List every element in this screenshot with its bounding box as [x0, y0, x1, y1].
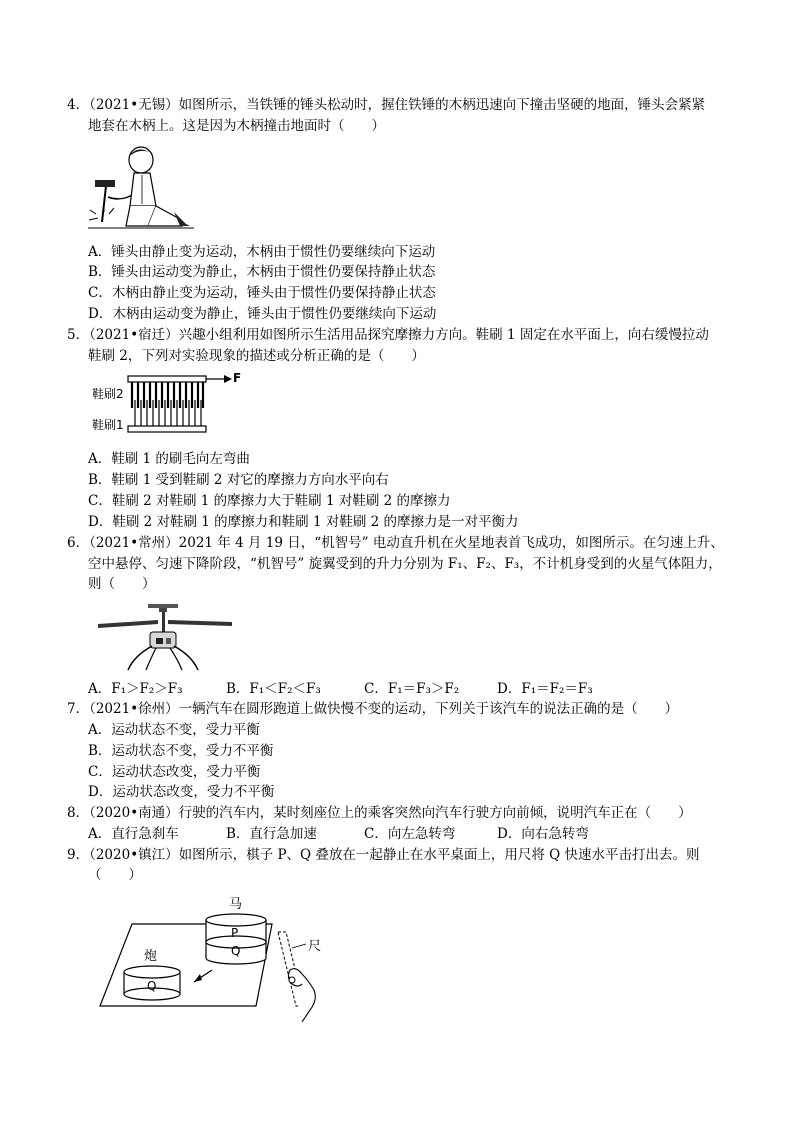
q9-stem-line2: （ ）	[88, 867, 142, 883]
q5-option-d[interactable]: D．鞋刷 2 对鞋刷 1 的摩擦力和鞋刷 1 对鞋刷 2 的摩擦力是一对平衡力	[88, 514, 519, 530]
q5-option-a[interactable]: A．鞋刷 1 的刷毛向左弯曲	[88, 451, 250, 467]
q4-option-b[interactable]: B．锤头由运动变为静止，木柄由于惯性仍要保持静止状态	[88, 264, 436, 280]
struck-piece-q	[124, 966, 180, 1000]
q5-option-b[interactable]: B．鞋刷 1 受到鞋刷 2 对它的摩擦力方向水平向右	[88, 472, 389, 488]
q8-option-b[interactable]: B．直行急加速	[226, 826, 317, 842]
q8-option-a[interactable]: A．直行急刹车	[88, 826, 179, 842]
piece-p-label: P	[231, 926, 239, 940]
q5-stem-line2: 鞋刷 2，下列对实验现象的描述或分析正确的是（ ）	[88, 348, 425, 364]
brush1-label: 鞋刷1	[92, 418, 124, 432]
chi-label: 尺	[308, 939, 322, 954]
brush2-label: 鞋刷2	[92, 387, 124, 401]
q6-stem-line2: 空中悬停、匀速下降阶段，“机智号” 旋翼受到的升力分别为 F₁、F₂、F₃，不计机身受到的火星气体阻力，	[88, 556, 722, 572]
q6-option-c[interactable]: C．F₁＝F₃＞F₂	[364, 681, 460, 697]
q6-option-a[interactable]: A．F₁＞F₂＞F₃	[88, 681, 183, 697]
q5-figure-shoe-brushes	[90, 370, 240, 438]
q6-figure-ingenuity-helicopter	[96, 604, 236, 672]
q7-option-d[interactable]: D．运动状态改变，受力不平衡	[88, 784, 275, 800]
q7-option-a[interactable]: A．运动状态不变，受力平衡	[88, 722, 260, 738]
q4-figure-man-hammer	[86, 142, 196, 232]
q8-option-d[interactable]: D．向右急转弯	[497, 826, 589, 842]
q6-option-d[interactable]: D．F₁＝F₂＝F₃	[497, 681, 593, 697]
ma-label: 马	[229, 897, 243, 912]
q4-stem-line2: 地套在木柄上。这是因为木柄撞击地面时（ ）	[88, 118, 385, 134]
stacked-pieces	[206, 914, 266, 964]
q6-stem-line1: 6．（2021•常州）2021 年 4 月 19 日，“机智号” 电动直升机在火星地表首飞成功，如图所示。在匀速上升、	[67, 535, 724, 551]
q7-option-c[interactable]: C．运动状态改变，受力平衡	[88, 764, 261, 780]
q4-stem-line1: 4．（2021•无锡）如图所示，当铁锤的锤头松动时，握住铁锤的木柄迅速向下撞击坚硬的地面，锤头会紧紧	[67, 97, 706, 113]
q6-option-b[interactable]: B．F₁＜F₂＜F₃	[226, 681, 321, 697]
q9-stem-line1: 9．（2020•镇江）如图所示，棋子 P、Q 叠放在一起静止在水平桌面上，用尺将 Q 快速水平击打出去。则	[67, 847, 700, 863]
piece-q-out-label: Q	[147, 979, 157, 993]
q6-stem-line3: 则（ ）	[88, 576, 156, 592]
q7-option-b[interactable]: B．运动状态不变，受力不平衡	[88, 743, 274, 759]
q7-stem-line1: 7．（2021•徐州）一辆汽车在圆形跑道上做快慢不变的运动，下列关于该汽车的说法正确的是（ ）	[67, 701, 679, 717]
q5-stem-line1: 5．（2021•宿迁）兴趣小组利用如图所示生活用品探究摩擦力方向。鞋刷 1 固定在水平面上，向右缓慢拉动	[67, 327, 709, 343]
q5-option-c[interactable]: C．鞋刷 2 对鞋刷 1 的摩擦力大于鞋刷 1 对鞋刷 2 的摩擦力	[88, 493, 451, 509]
q4-option-a[interactable]: A．锤头由静止变为运动，木柄由于惯性仍要继续向下运动	[88, 244, 436, 260]
pao-label: 炮	[144, 949, 158, 964]
q4-option-c[interactable]: C．木柄由静止变为运动，锤头由于惯性仍要保持静止状态	[88, 285, 436, 301]
q4-option-d[interactable]: D．木柄由运动变为静止，锤头由于惯性仍要继续向下运动	[88, 306, 437, 322]
force-label: F	[233, 371, 242, 385]
q8-stem-line1: 8．（2020•南通）行驶的汽车内，某时刻座位上的乘客突然向汽车行驶方向前倾，说明汽车正在（ ）	[67, 805, 692, 821]
q9-figure-chess-pieces	[96, 888, 346, 1028]
q8-option-c[interactable]: C．向左急转弯	[364, 826, 456, 842]
piece-q-label: Q	[231, 944, 241, 958]
